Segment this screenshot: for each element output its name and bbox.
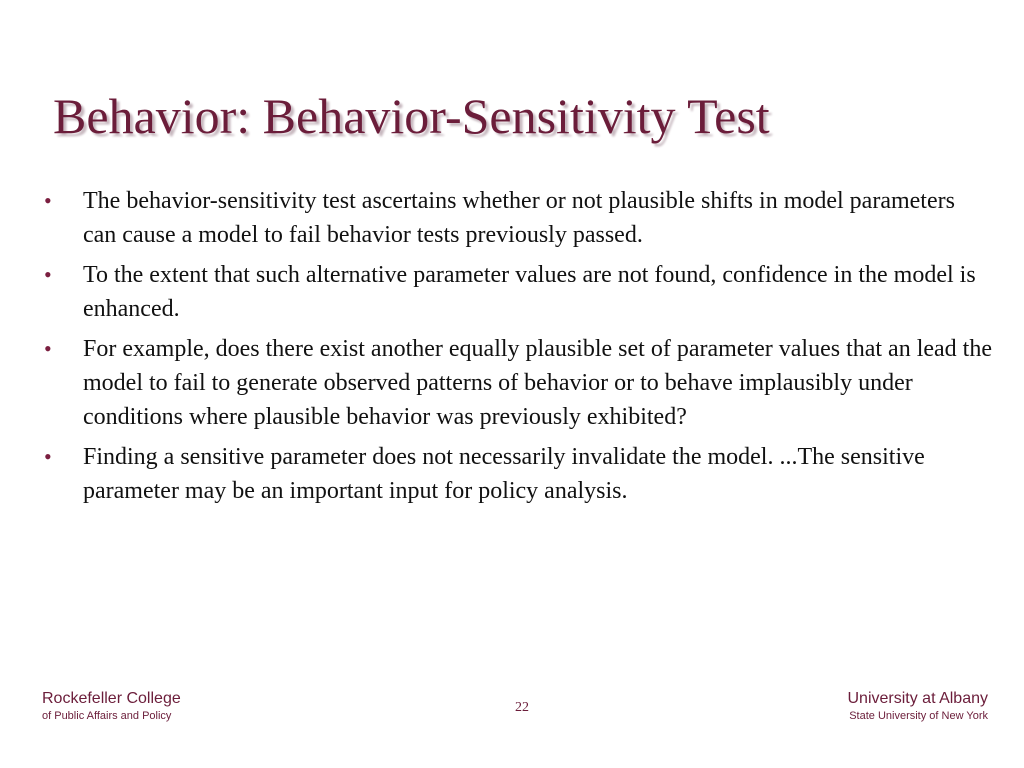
footer-college xyxy=(42,689,181,723)
bullet-text: To the extent that such alternative parameter values are not found, confidence in the model is enhanced. xyxy=(83,262,976,322)
bullet-marker: • xyxy=(44,188,52,213)
footer-university xyxy=(847,689,988,723)
bullet-item xyxy=(44,440,994,508)
page-number: 22 xyxy=(515,700,529,715)
university-subtitle: State University of New York xyxy=(849,710,988,722)
bullet-list xyxy=(44,184,994,514)
bullet-text: Finding a sensitive parameter does not necessarily invalidate the model. ...The sensitive parameter may be an important input for policy analysis. xyxy=(83,444,925,504)
bullet-marker: • xyxy=(44,444,52,469)
slide-title: Behavior: Behavior-Sensitivity Test xyxy=(53,88,770,144)
bullet-marker: • xyxy=(44,262,52,287)
bullet-text: For example, does there exist another equally plausible set of parameter values that an lead the model to fail to generate observed patterns of behavior or to behave implausibly under conditions where plausible behavior was previously exhibited? xyxy=(83,336,992,430)
bullet-marker: • xyxy=(44,336,52,361)
college-name: Rockefeller College xyxy=(42,690,181,707)
university-name: University at Albany xyxy=(847,690,988,707)
bullet-item xyxy=(44,258,994,326)
college-subtitle: of Public Affairs and Policy xyxy=(42,710,172,722)
bullet-item xyxy=(44,184,994,252)
bullet-text: The behavior-sensitivity test ascertains whether or not plausible shifts in model parameters can cause a model to fail behavior tests previously passed. xyxy=(83,188,955,248)
bullet-item xyxy=(44,332,994,434)
